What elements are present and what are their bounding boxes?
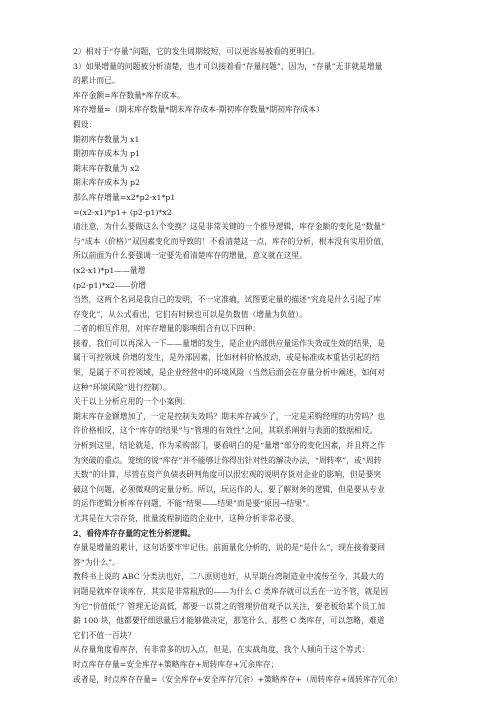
text-line: 属于可控领域 价增的发生，是外部因素，比如材料价格波动，或是标准成本重估引起的结 — [73, 353, 380, 363]
text-line: 接着，我们可以再深入一下——量增的发生，是企业内部供应量运作失效或生效的结果，是 — [73, 338, 385, 348]
text-line: 的运作逻辑分析库存问题，不能“结果——结果”而是要“原因→结果”。 — [73, 499, 314, 509]
text-line: 存变化”，从公式看出，它们有时候也可以是负数值（增量为负值）。 — [73, 309, 307, 319]
text-line: 二者的相互作用，对库存增量的影响组合有以下四种： — [73, 324, 261, 334]
text-line: 3）如果增量的问题被分析清楚，也才可以接着看“存量问题”，因为，“存量”无非就是增量 — [73, 61, 383, 71]
text-line: (x2-x1)*p1——量增 — [73, 265, 146, 275]
section-heading: 2、看待库存存量的定性分析逻辑。 — [73, 528, 196, 538]
text-line: 为它“价值低”？管理无论高低，都要一以贯之的管理价值观予以关注，要老板给某个员工加 — [73, 601, 386, 611]
document-body — [73, 45, 460, 687]
text-line: 时点库存存量=安全库存+策略库存+周转库存+冗余库存； — [73, 659, 279, 669]
text-line: 破这个问题，必须微观的定量分析。所以，玩运作的人，要了解财务的逻辑，但是要从专业 — [73, 484, 385, 494]
text-line: 它们不值一百块？ — [73, 630, 136, 640]
text-line: 或者是，时点库存存量=（安全库存+安全库存冗余）+策略库存+（周转库存+周转库存冗余） — [73, 674, 402, 684]
text-line: 教科书上说的 ABC 分类法也好，二八原则也好，从早期台湾制造业中流传至今，其最大的 — [73, 572, 384, 582]
text-line: 所以前面为什么要强调一定要先看清楚库存的增量，意义就在这里。 — [73, 251, 307, 261]
text-line: 库存金额=库存数量*库存成本。 — [73, 90, 185, 100]
text-line: 期末库存数量为 x2 — [73, 163, 140, 173]
text-line: 薪 100 块，他都要仔细思量后才能够做决定，那笔什么、那些 C 类库存，可以忽略，难道 — [73, 616, 385, 626]
text-line: 期末库存金额增加了，一定是控制失效吗？期末库存减少了，一定是采购经理的功劳吗？也 — [73, 411, 385, 421]
text-line: 存量是增量的累计，这句话要牢牢记住。前面量化分析的，说的是“是什么”，现在接着要回 — [73, 543, 386, 553]
text-line: (p2-p1)*x2——价增 — [73, 280, 147, 290]
text-line: 关于以上分析应用的一个小案例： — [73, 397, 190, 407]
text-line: 果，是属于不可控领域，是企业经营中的环境风险（当然后面会在存量分析中阐述，如何对 — [73, 368, 385, 378]
text-line: 从存量角度看库存，有非常多的切入点，但是，在实战角度，我个人倾向于这个等式： — [73, 645, 370, 655]
text-line: 问题是就库存谈库存，其实是非常粗放的——为什么 C 类库存就可以丢在一边不管，就是因 — [73, 586, 388, 596]
text-line: 期初库存成本为 p1 — [73, 149, 141, 159]
text-line: 假设： — [73, 119, 97, 129]
text-line: 为突破的重点。笼统的说“库存”并不能够让你得出针对性的解决办法，“周转率”，或“周转 — [73, 455, 382, 465]
text-line: 这种“环境风险”进行控制）。 — [73, 382, 171, 392]
text-line: 尤其是在大宗存货，批量流程制造的企业中，这种分析非常必要。 — [73, 514, 300, 523]
text-line: 的累计而已。 — [73, 76, 120, 86]
text-line: 期末库存成本为 p2 — [73, 178, 141, 188]
text-line: 期初库存数量为 x1 — [73, 134, 140, 144]
text-line: 那么库存增量=x2*p2-x1*p1 — [73, 192, 176, 202]
text-line: 库存增量=（期末库存数量*期末库存成本-期初库存数量*期初库存成本） — [73, 105, 324, 115]
text-line: 天数”的计算，尽管在资产负债表研判角度可以很宏观的说明存货对企业的影响，但是要突 — [73, 470, 382, 480]
text-line: 请注意，为什么要做这么个变换？这是非常关键的一个推导逻辑，库存金额的变化是“数量” — [73, 222, 386, 232]
text-line: 2）相对于“存量”问题，它的发生周期较短，可以更容易被看的更明白。 — [73, 47, 320, 56]
text-line: 许价格相反，这个“库存的结果”与“管理的有效性”之间，其联系阐射与表面的数据相反。 — [73, 426, 378, 436]
text-line: 答“为什么”。 — [73, 557, 120, 567]
text-line: 分析到这里，结论就是，作为采购部门，要看明白的是“量增”部分的变化因素，并且将之作 — [73, 441, 386, 451]
text-line: 与“成本（价格）”双因素变化而导致的！不看清楚这一点，库存的分析，根本没有实用价值， — [73, 236, 389, 246]
text-line: =(x2-x1)*p1+ (p2-p1)*x2 — [73, 207, 172, 217]
text-line: 当然，这两个名词是我自己的发明，不一定准确，试图要定量的描述“究竟是什么引起了库 — [73, 295, 382, 305]
